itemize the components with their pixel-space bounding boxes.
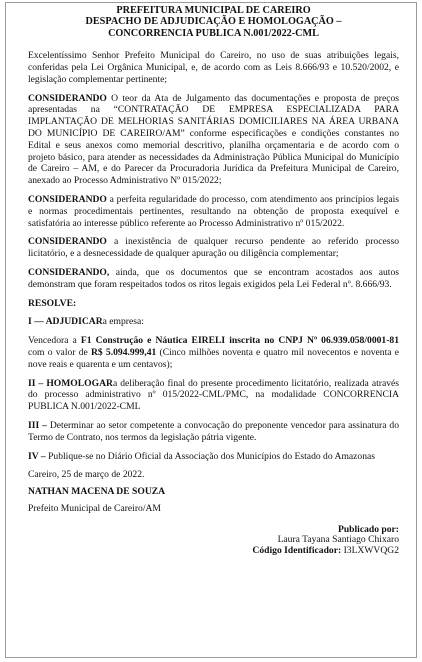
item-homologar [28,378,399,413]
considerando-text: ainda, que os documentos que se encontram acostados aos autos demonstram que foram respeitados todos os ritos legais exigidos pela Lei Federal nº. 8.666/93. [28,267,399,290]
identifier-code: I3LXWVQG2 [343,544,399,556]
header-municipality: PREFEITURA MUNICIPAL DE CAREIRO [116,5,311,16]
considerando-keyword: CONSIDERANDO, [28,267,110,279]
considerando-keyword: CONSIDERANDO [28,92,107,104]
item-determinar-text: Determinar ao setor competente a convocação do preponente vencedor para assinatura do Termo de Contrato, nos termos da legislação pátria vigente. [28,419,400,443]
winner-value: R$ 5.094.999,41 [90,347,157,358]
published-by-label: Publicado por: [337,523,399,535]
resolve-heading: RESOLVE: [28,297,77,309]
item-homologar-text: a deliberação final do presente procedimento licitatório, realizada através do processo administrativo nº 015/2022-CML/PMC, na modalidade CONCORRENCIA PUBLICA N.001/2022-CML [28,377,400,413]
signer-role: Prefeito Municipal de Careiro/AM [28,502,161,514]
intro-paragraph: Excelentíssimo Senhor Prefeito Municipal do Careiro, no uso de suas atribuições legais, conferidas pela Lei Orgânica Municipal, e, de acordo com as Leis 8.666/93 e 10.520/2002, e legislação complementar pertinente; [28,50,399,85]
winner-mid: com o valor de [28,347,91,358]
considerando-keyword: CONSIDERANDO [28,236,107,248]
identifier-label: Código Identificador: [252,544,342,556]
considerando-paragraph-1 [28,93,399,187]
document-page [5,2,417,658]
considerando-text: O teor da Ata de Julgamento das documentações e proposta de preços apresentadas na “CONTRATAÇÃO DE EMPRESA ESPECIALIZADA PARA IMPLANTAÇÃO DE MELHORIAS SANITÁRIAS DOMICILIARES NA ÁREA URBANA DO MUNICÍPIO DE CAREIRO/AM” conforme especificações e condições constantes no Edital e seus anexos como memorial descritivo, planilha orçamentaria e de acordo com o projeto básico, para atender as necessidades da Administração Pública Municipal do Município de Careiro – AM, e do Parecer da Procuradoria Jurídica da Prefeitura Municipal de Careiro, anexado ao Processo Administrativo Nº 015/2022; [28,92,399,187]
item-determinar [28,420,399,444]
publication-footer [28,525,399,557]
winner-prefix: Vencedora a [28,335,81,347]
item-publique [28,451,399,463]
document-header [22,5,405,39]
considerando-text: a perfeita regularidade do processo, com atendimento aos princípios legais e normas procedimentais pertinentes, resultando na obtenção de proposta exequível e satisfatória ao interesse público referente ao Processo Administrativo nº 015/2022. [28,194,399,229]
considerando-text: a inexistência de qualquer recurso pendente ao referido processo licitatório, e a desnecessidade de qualquer apuração ou diligência complementar; [28,236,399,260]
considerando-paragraph-2 [28,194,399,229]
winner-paragraph [28,335,399,370]
header-tender-number: CONCORRENCIA PUBLICA N.001/2022-CML [108,27,319,39]
considerando-paragraph-4 [28,267,399,291]
signer-name: NATHAN MACENA DE SOUZA [28,486,166,498]
item-adjudicar [28,316,399,328]
item-homologar-label: II – HOMOLOGAR [28,377,113,389]
publisher-name: Laura Tayana Santiago Chixaro [277,534,399,546]
item-adjudicar-label: I — ADJUDICAR [28,316,103,328]
header-dispatch-title: DESPACHO DE ADJUDICAÇÃO E HOMOLOGAÇÃO – [85,16,342,28]
document-date: Careiro, 25 de março de 2022. [28,469,145,481]
winner-suffix: (Cinco milhões noventa e quatro mil novecentos e noventa e nove reais e quarenta e um centavos); [28,347,399,370]
item-publique-label: IV – [28,450,46,462]
winner-company: F1 Construção e Náutica EIRELI inscrita no CNPJ Nº 06.939.058/0001-81 [80,335,399,347]
identifier-line [28,546,399,557]
considerando-keyword: CONSIDERANDO [28,194,107,206]
item-adjudicar-text: a empresa: [102,316,144,328]
item-publique-text: Publique-se no Diário Oficial da Associação dos Municípios do Estado do Amazonas [45,450,376,462]
item-determinar-label: III – [28,419,47,431]
considerando-paragraph-3 [28,236,399,260]
